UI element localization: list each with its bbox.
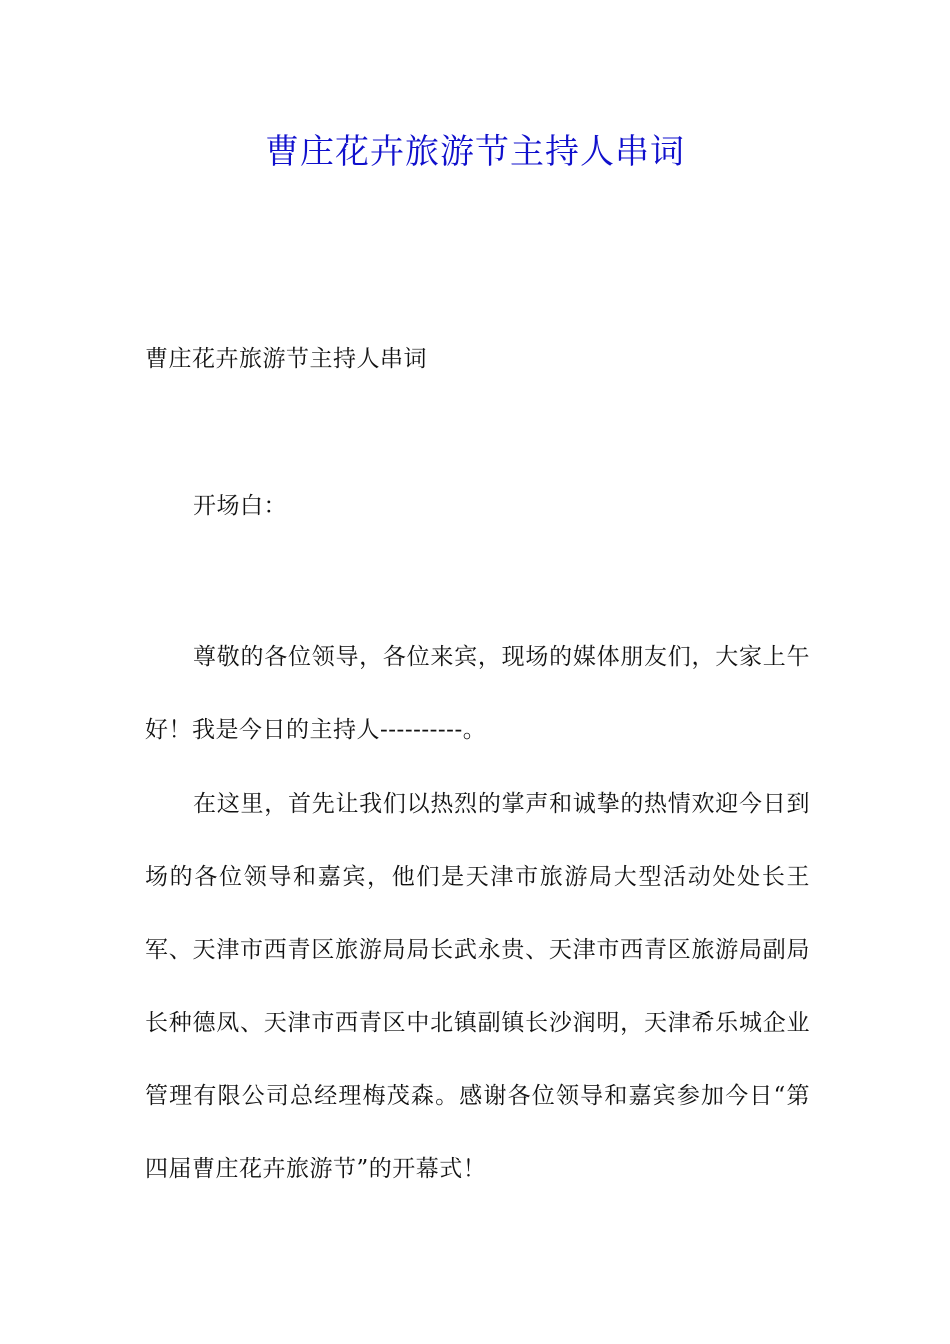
paragraph-welcome: 在这里，首先让我们以热烈的掌声和诚挚的热情欢迎今日到场的各位领导和嘉宾，他们是天津市旅游局大型活动处处长王军、天津市西青区旅游局局长武永贵、天津市西青区旅游局副局长种德凤、天津市西青区中北镇副镇长沙润明，天津希乐城企业管理有限公司总经理梅茂森。感谢各位领导和嘉宾参加今日“第四届曹庄花卉旅游节”的开幕式！: [145, 791, 810, 1182]
paragraph-greeting: 尊敬的各位领导，各位来宾，现场的媒体朋友们，大家上午好！我是今日的主持人----------。: [145, 644, 810, 743]
opening-label: 开场白：: [193, 493, 287, 519]
document-title: 曹庄花卉旅游节主持人串词: [265, 132, 685, 172]
document-subtitle: 曹庄花卉旅游节主持人串词: [145, 346, 427, 372]
